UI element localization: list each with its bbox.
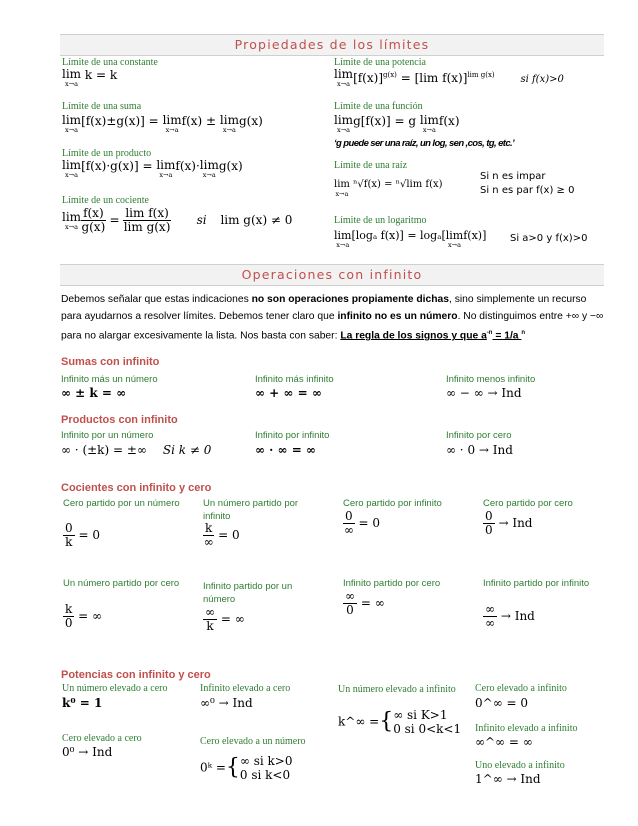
productos-formula-2: ∞ · ∞ = ∞ bbox=[255, 443, 316, 457]
cocientes-label-3: Cero partido por infinito bbox=[343, 498, 442, 509]
cocientes-label-8: Infinito partido por infinito bbox=[483, 578, 590, 589]
potencias-label-2: Infinito elevado a cero bbox=[200, 683, 291, 694]
formula-limite-producto: lim x→a [f(x)·g(x)] = lim x→a f(x)·lim x→a g(x) bbox=[62, 158, 243, 179]
potencias-label-5: Cero elevado a cero bbox=[62, 733, 142, 744]
cocientes-formula-2: $\frac{k}{\infty}$ = 0 bbox=[203, 521, 240, 549]
sumas-title: Sumas con infinito bbox=[61, 356, 160, 368]
productos-formula-1: ∞ · (±k) = ±∞ Si k ≠ 0 bbox=[61, 443, 212, 457]
raiz-cond-impar: Si n es impar bbox=[480, 171, 546, 182]
formula-limite-funcion: lim x→a g[f(x)] = g lim x→a f(x) bbox=[334, 113, 460, 134]
cocientes-label-2: Un número partido por infinito bbox=[203, 498, 299, 522]
formula-limite-raiz: lim x→a ⁿ√f(x) = ⁿ√lim f(x) bbox=[334, 179, 443, 198]
productos-label-1: Infinito por un número bbox=[61, 430, 154, 441]
cocientes-formula-4: $\frac{0}{0}$ → Ind bbox=[485, 509, 533, 537]
section-title: Propiedades de los límites bbox=[234, 37, 430, 52]
potencias-formula-7: ∞^∞ = ∞ bbox=[475, 735, 533, 749]
log-cond: Si a>0 y f(x)>0 bbox=[510, 233, 588, 244]
cocientes-label-4: Cero partido por cero bbox=[483, 498, 573, 509]
sumas-formula-3: ∞ − ∞ → Ind bbox=[446, 386, 522, 400]
intro-paragraph: Debemos señalar que estas indicaciones no son operaciones propiamente dichas, sino simplemente un recurso para ayudarnos a resolver límites. Debemos tener claro que infinito no es un número. No distinguimos entre +∞ y −∞ para no alargar excesivamente la lista. Nos basta con saber: La regla de los signos y que $a^{-n} = 1/a$ $^n$ bbox=[61, 294, 604, 342]
sumas-label-1: Infinito más un número bbox=[61, 374, 158, 385]
label-limite-potencia: Límite de una potencia bbox=[334, 57, 426, 68]
potencias-label-7: Infinito elevado a infinito bbox=[475, 723, 578, 734]
label-limite-cociente: Límite de un cociente bbox=[62, 195, 149, 206]
cocientes-label-6: Infinito partido por un número bbox=[203, 581, 293, 605]
formula-limite-logaritmo: lim x→a [logₐ f(x)] = logₐ[lim x→a f(x)] bbox=[334, 229, 487, 249]
label-limite-producto: Límite de un producto bbox=[62, 148, 152, 159]
label-limite-constante: Límite de una constante bbox=[62, 57, 158, 68]
cocientes-formula-1: $\frac{0}{k}$ = 0 bbox=[65, 521, 100, 549]
sumas-formula-1: ∞ ± k = ∞ bbox=[61, 386, 127, 400]
potencias-label-6: Cero elevado a un número bbox=[200, 736, 306, 747]
raiz-cond-par: Si n es par f(x) ≥ 0 bbox=[480, 185, 575, 196]
label-limite-suma: Límite de una suma bbox=[62, 101, 142, 112]
label-limite-funcion: Límite de una función bbox=[334, 101, 423, 112]
potencias-formula-3: k^∞ ={ ∞ si K>1 0 si 0<k<1 bbox=[338, 708, 462, 736]
cocientes-label-5: Un número partido por cero bbox=[63, 578, 180, 589]
cocientes-formula-5: $\frac{k}{0}$ = ∞ bbox=[64, 602, 102, 630]
cocientes-formula-8: $\frac{\infty}{\infty}$ → Ind bbox=[485, 602, 535, 630]
sumas-formula-2: ∞ + ∞ = ∞ bbox=[255, 386, 322, 400]
section-title: Operaciones con infinito bbox=[241, 267, 423, 282]
potencias-label-1: Un número elevado a cero bbox=[62, 683, 168, 694]
cocientes-label-1: Cero partido por un número bbox=[63, 498, 180, 509]
potencias-formula-1: k⁰ = 1 bbox=[62, 696, 103, 710]
potencias-title: Potencias con infinito y cero bbox=[61, 669, 211, 681]
section-header-operaciones bbox=[60, 264, 604, 286]
productos-label-3: Infinito por cero bbox=[446, 430, 512, 441]
sumas-label-2: Infinito más infinito bbox=[255, 374, 334, 385]
productos-title: Productos con infinito bbox=[61, 414, 178, 426]
formula-limite-suma: lim x→a [f(x)±g(x)] = lim x→a f(x) ± lim x→a g(x) bbox=[62, 113, 263, 134]
cocientes-formula-3: $\frac{0}{\infty}$ = 0 bbox=[343, 509, 380, 537]
formula-limite-cociente: lim x→a $\frac{f(x)}{g(x)}$ = $\frac{\text{lim f(x)}}{\text{lim g(x)}}$ si lim g(x) ≠ 0 bbox=[62, 206, 293, 234]
cocientes-title: Cocientes con infinito y cero bbox=[61, 482, 212, 494]
productos-formula-3: ∞ · 0 → Ind bbox=[446, 443, 513, 457]
note-funcion: ‘g puede ser una raíz, un log, sen ,cos, tg, etc.’ bbox=[334, 138, 515, 149]
potencias-label-4: Cero elevado a infinito bbox=[475, 683, 567, 694]
cocientes-formula-7: $\frac{\infty}{0}$ = ∞ bbox=[345, 589, 385, 617]
cocientes-label-7: Infinito partido por cero bbox=[343, 578, 441, 589]
formula-limite-potencia: lim x→a $[f(x)]^{g(x)} = [\lim$ f(x)]$^{lim g(x)}$ si f(x)>0 bbox=[334, 67, 564, 88]
potencias-formula-5: 0⁰ → Ind bbox=[62, 745, 113, 759]
label-limite-raiz: Límite de una raíz bbox=[334, 160, 408, 171]
label-limite-logaritmo: Límite de un logaritmo bbox=[334, 215, 427, 226]
potencias-label-8: Uno elevado a infinito bbox=[475, 760, 565, 771]
formula-limite-constante: lim x→a k = k bbox=[62, 67, 118, 88]
cocientes-formula-6: $\frac{\infty}{k}$ = ∞ bbox=[205, 605, 245, 633]
potencias-formula-8: 1^∞ → Ind bbox=[475, 772, 541, 786]
potencias-formula-2: ∞⁰ → Ind bbox=[200, 696, 253, 710]
potencias-formula-4: 0^∞ = 0 bbox=[475, 696, 529, 710]
section-header-propiedades bbox=[60, 34, 604, 56]
sumas-label-3: Infinito menos infinito bbox=[446, 374, 536, 385]
potencias-formula-6: 0ᵏ ={ ∞ si k>0 0 si k<0 bbox=[200, 754, 293, 782]
potencias-label-3: Un número elevado a infinito bbox=[338, 684, 456, 695]
productos-label-2: Infinito por infinito bbox=[255, 430, 330, 441]
